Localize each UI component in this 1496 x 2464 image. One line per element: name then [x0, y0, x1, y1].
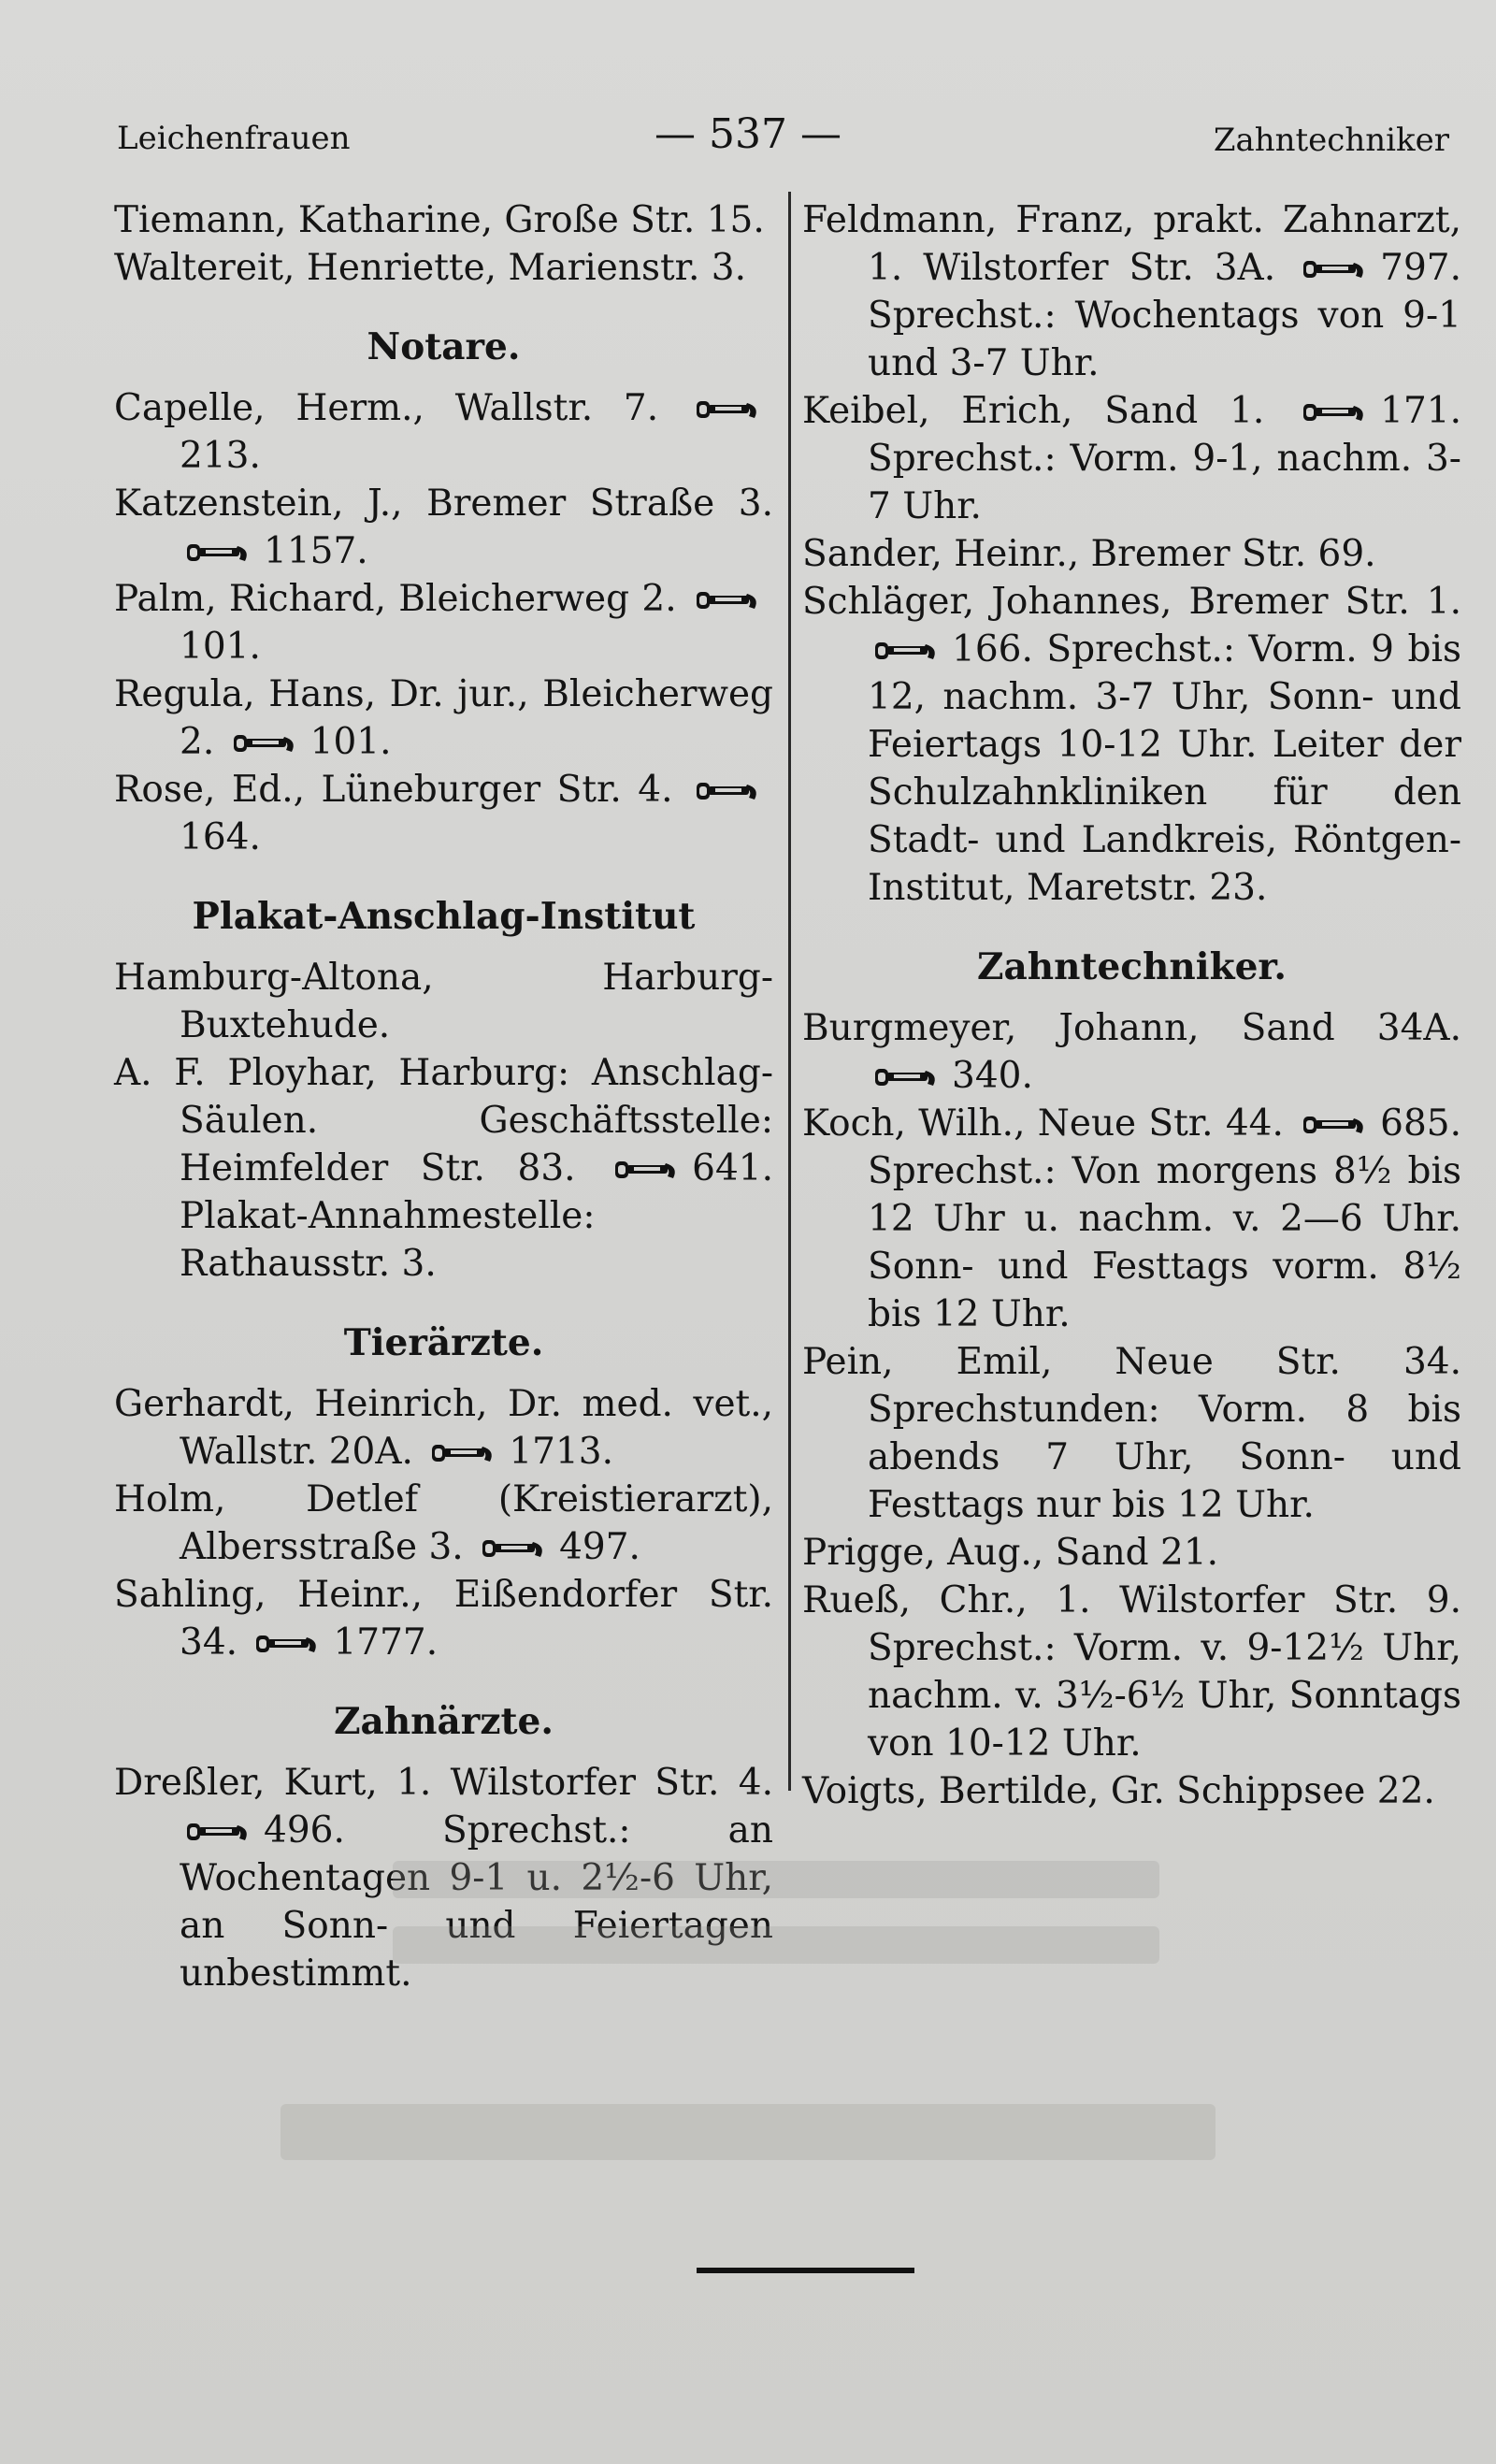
telephone-icon: [695, 396, 764, 424]
entry-text: A. F. Ployhar, Harburg: Anschlag-Säulen. Geschäftsstelle: Heimfelder Str. 83.: [114, 1052, 773, 1189]
directory-entry: [114, 954, 773, 1049]
entry-text: Pein, Emil, Neue Str. 34. Sprechstunden: Vorm. 8 bis abends 7 Uhr, Sonn- und Festtags nur bis 12 Uhr.: [802, 1341, 1461, 1526]
entry-text: Regula, Hans, Dr. jur., Bleicherweg 2.: [114, 673, 773, 763]
directory-entry: [114, 1476, 773, 1571]
entry-text: Capelle, Herm., Wallstr. 7.: [114, 387, 659, 429]
bleed-through-shadow: [280, 2104, 1216, 2160]
entry-text: Koch, Wilh., Neue Str. 44.: [802, 1102, 1284, 1145]
entry-text: Voigts, Bertilde, Gr. Schippsee 22.: [802, 1770, 1435, 1812]
section-heading: Notare.: [367, 325, 521, 368]
entry-text: Schläger, Johannes, Bremer Str. 1.: [802, 581, 1461, 623]
telephone-icon: [1302, 398, 1371, 426]
phone-number: 496.: [264, 1809, 345, 1852]
entry-text: Hamburg-Altona, Harburg-Buxtehude.: [114, 957, 773, 1046]
phone-number: 1777.: [333, 1621, 439, 1664]
phone-number: 101.: [180, 626, 261, 668]
directory-entry: [114, 1049, 773, 1288]
phone-number: 340.: [952, 1055, 1033, 1097]
telephone-icon: [873, 637, 942, 665]
telephone-icon: [430, 1439, 499, 1467]
header-left-keyword: Leichenfrauen: [117, 120, 351, 157]
phone-number: 166.: [952, 628, 1033, 670]
entry-text: Dreßler, Kurt, 1. Wilstorfer Str. 4.: [114, 1762, 773, 1804]
telephone-icon: [613, 1156, 683, 1184]
telephone-icon: [695, 586, 764, 614]
directory-entry: [114, 766, 773, 861]
end-rule: [697, 2268, 914, 2273]
column-divider: [788, 192, 791, 1791]
directory-entry: [114, 670, 773, 766]
entry-text: Sahling, Heinr., Eißendorfer Str. 34.: [114, 1574, 773, 1664]
phone-number: 213.: [180, 435, 261, 477]
phone-number: 164.: [180, 816, 261, 858]
header-right-keyword: Zahntechniker: [1213, 122, 1449, 159]
entry-text: Holm, Detlef (Kreistierarzt), Albersstraße 3.: [114, 1478, 773, 1568]
telephone-icon: [185, 1818, 254, 1846]
entry-details: Sprechst.: Vorm. 9-1, nachm. 3-7 Uhr.: [868, 438, 1461, 527]
directory-entry: [114, 575, 773, 670]
directory-entry: [802, 1577, 1461, 1767]
entry-text: Prigge, Aug., Sand 21.: [802, 1532, 1219, 1574]
phone-number: 171.: [1380, 390, 1462, 432]
telephone-icon: [873, 1063, 942, 1091]
entry-text: Tiemann, Katharine, Große Str. 15.: [114, 199, 765, 241]
entry-text: Rueß, Chr., 1. Wilstorfer Str. 9. Sprechst.: Vorm. v. 9-12½ Uhr, nachm. v. 3½-6½ Uhr, Sonntags von 10-12 Uhr.: [802, 1579, 1461, 1765]
directory-entry: [114, 1571, 773, 1666]
telephone-icon: [1302, 255, 1371, 283]
directory-entry: [802, 196, 1461, 387]
entry-details: Sprechst.: an Wochentagen 9-1 u. 2½-6 Uhr, an Sonn- und Feiertagen unbestimmt.: [180, 1809, 773, 1995]
phone-number: 497.: [559, 1526, 640, 1568]
telephone-icon: [254, 1630, 324, 1658]
section-heading: Plakat-Anschlag-Institut: [192, 895, 696, 938]
running-head: [0, 110, 1496, 166]
section-heading: Zahnärzte.: [334, 1700, 554, 1743]
entry-text: Waltereit, Henriette, Marienstr. 3.: [114, 247, 747, 289]
telephone-icon: [1302, 1111, 1371, 1139]
directory-entry: [114, 244, 773, 292]
left-column: [114, 196, 773, 1997]
entry-details: Plakat-Annahmestelle: Rathausstr. 3.: [180, 1195, 596, 1285]
page-number: — 537 —: [654, 110, 842, 158]
telephone-icon: [232, 729, 301, 757]
bleed-through-shadow: [393, 1926, 1159, 1964]
phone-number: 685.: [1380, 1102, 1461, 1145]
entry-text: Burgmeyer, Johann, Sand 34A.: [802, 1007, 1461, 1049]
entry-text: Palm, Richard, Bleicherweg 2.: [114, 578, 677, 620]
phone-number: 1157.: [264, 530, 368, 572]
directory-entry: [802, 1004, 1461, 1100]
entry-text: Gerhardt, Heinrich, Dr. med. vet., Wallstr. 20A.: [114, 1383, 773, 1473]
phone-number: 1713.: [509, 1431, 613, 1473]
directory-entry: [802, 1100, 1461, 1338]
entry-text: Rose, Ed., Lüneburger Str. 4.: [114, 769, 673, 811]
directory-entry: [802, 578, 1461, 912]
entry-details: Sprechst.: Von morgens 8½ bis 12 Uhr u. nachm. v. 2—6 Uhr. Sonn- und Festtags vorm. 8½ bis 12 Uhr.: [868, 1150, 1461, 1335]
directory-entry: [114, 384, 773, 480]
directory-entry: [802, 1767, 1461, 1815]
telephone-icon: [185, 539, 254, 567]
directory-entry: [802, 387, 1461, 530]
section-heading: Zahntechniker.: [977, 945, 1287, 988]
directory-entry: [114, 1380, 773, 1476]
directory-entry: [802, 1529, 1461, 1577]
phone-number: 101.: [309, 721, 392, 763]
directory-entry: [802, 530, 1461, 578]
bleed-through-shadow: [393, 1861, 1159, 1898]
entry-details: Sprechst.: Wochentags von 9-1 und 3-7 Uhr.: [868, 295, 1461, 384]
telephone-icon: [481, 1535, 550, 1563]
entry-details: Sprechst.: Vorm. 9 bis 12, nachm. 3-7 Uhr, Sonn- und Feiertags 10-12 Uhr. Leiter der Schulzahnkliniken für den Stadt- und Landkreis, Röntgen-Institut, Maretstr. 23.: [868, 628, 1461, 909]
entry-text: Keibel, Erich, Sand 1.: [802, 390, 1265, 432]
section-heading: Tierärzte.: [343, 1321, 544, 1364]
entry-text: Feldmann, Franz, prakt. Zahnarzt, 1. Wilstorfer Str. 3A.: [802, 199, 1461, 289]
directory-entry: [114, 480, 773, 575]
right-column: [802, 196, 1461, 1815]
telephone-icon: [695, 777, 764, 805]
entry-text: Katzenstein, J., Bremer Straße 3.: [114, 483, 773, 525]
directory-entry: [114, 196, 773, 244]
directory-entry: [802, 1338, 1461, 1529]
entry-text: Sander, Heinr., Bremer Str. 69.: [802, 533, 1376, 575]
phone-number: 797.: [1380, 247, 1461, 289]
phone-number: 641.: [692, 1147, 773, 1189]
